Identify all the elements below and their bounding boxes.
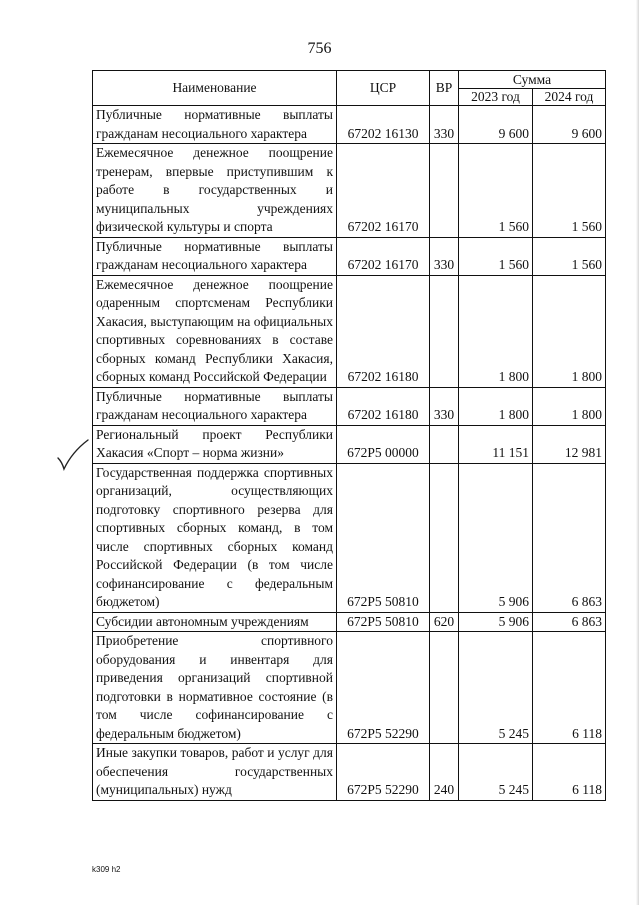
row-amount-2024: 6 118 xyxy=(533,744,606,801)
row-amount-2024: 12 981 xyxy=(533,425,606,463)
row-name: Ежемесячное денежное поощрение одаренным спортсменам Республики Хакасия, выступающим на официальных спортивных соревнованиях в составе сборных команд Республики Хакасия, сборных команд Российской Федерации xyxy=(93,275,337,387)
table-row xyxy=(93,387,606,425)
row-csr: 672Р5 52290 xyxy=(337,744,430,801)
row-name: Региональный проект Республики Хакасия «Спорт – норма жизни» xyxy=(93,425,337,463)
header-year-2023: 2023 год xyxy=(459,89,533,106)
row-vr xyxy=(430,425,459,463)
budget-table xyxy=(92,70,606,801)
table-row xyxy=(93,463,606,612)
row-csr: 67202 16170 xyxy=(337,144,430,238)
footer-code: k309 h2 xyxy=(92,865,121,874)
table-row xyxy=(93,106,606,144)
row-amount-2023: 5 245 xyxy=(459,632,533,744)
row-csr: 67202 16180 xyxy=(337,275,430,387)
row-amount-2023: 9 600 xyxy=(459,106,533,144)
row-vr xyxy=(430,275,459,387)
row-amount-2023: 1 560 xyxy=(459,144,533,238)
row-csr: 67202 16170 xyxy=(337,237,430,275)
header-csr: ЦСР xyxy=(337,71,430,106)
table-row xyxy=(93,144,606,238)
table-row xyxy=(93,237,606,275)
row-amount-2024: 1 800 xyxy=(533,275,606,387)
row-amount-2023: 5 906 xyxy=(459,463,533,612)
row-vr xyxy=(430,144,459,238)
row-amount-2023: 1 560 xyxy=(459,237,533,275)
row-name: Иные закупки товаров, работ и услуг для обеспечения государственных (муниципальных) нужд xyxy=(93,744,337,801)
row-vr: 620 xyxy=(430,612,459,632)
header-vr: ВР xyxy=(430,71,459,106)
row-amount-2023: 5 906 xyxy=(459,612,533,632)
row-csr: 672Р5 50810 xyxy=(337,463,430,612)
row-vr: 240 xyxy=(430,744,459,801)
row-amount-2024: 6 118 xyxy=(533,632,606,744)
header-year-2024: 2024 год xyxy=(533,89,606,106)
page-number: 756 xyxy=(307,40,332,57)
table-row xyxy=(93,632,606,744)
row-amount-2024: 1 560 xyxy=(533,144,606,238)
row-amount-2024: 6 863 xyxy=(533,463,606,612)
handwritten-checkmark-icon xyxy=(56,438,90,472)
row-name: Публичные нормативные выплаты гражданам несоциального характера xyxy=(93,237,337,275)
row-csr: 672Р5 00000 xyxy=(337,425,430,463)
row-amount-2024: 1 800 xyxy=(533,387,606,425)
row-amount-2024: 1 560 xyxy=(533,237,606,275)
row-vr xyxy=(430,632,459,744)
row-vr xyxy=(430,463,459,612)
row-csr: 67202 16180 xyxy=(337,387,430,425)
row-name: Публичные нормативные выплаты гражданам несоциального характера xyxy=(93,387,337,425)
table-row xyxy=(93,612,606,632)
row-amount-2024: 9 600 xyxy=(533,106,606,144)
row-vr: 330 xyxy=(430,106,459,144)
row-csr: 67202 16130 xyxy=(337,106,430,144)
header-sum: Сумма xyxy=(459,71,606,89)
row-name: Субсидии автономным учреждениям xyxy=(93,612,337,632)
header-name: Наименование xyxy=(93,71,337,106)
row-amount-2023: 1 800 xyxy=(459,275,533,387)
row-name: Публичные нормативные выплаты гражданам несоциального характера xyxy=(93,106,337,144)
table-row xyxy=(93,425,606,463)
row-csr: 672Р5 50810 xyxy=(337,612,430,632)
row-name: Государственная поддержка спортивных организаций, осуществляющих подготовку спортивного резерва для спортивных сборных команд, в том числе спортивных сборных команд Российской Федерации (в том числе софинансирование с федеральным бюджетом) xyxy=(93,463,337,612)
table-row xyxy=(93,275,606,387)
row-csr: 672Р5 52290 xyxy=(337,632,430,744)
row-vr: 330 xyxy=(430,387,459,425)
row-name: Приобретение спортивного оборудования и инвентаря для приведения организаций спортивной подготовки в нормативное состояние (в том числе софинансирование с федеральным бюджетом) xyxy=(93,632,337,744)
row-amount-2023: 5 245 xyxy=(459,744,533,801)
row-name: Ежемесячное денежное поощрение тренерам, впервые приступившим к работе в государственных и муниципальных учреждениях физической культуры и спорта xyxy=(93,144,337,238)
row-vr: 330 xyxy=(430,237,459,275)
row-amount-2023: 1 800 xyxy=(459,387,533,425)
row-amount-2024: 6 863 xyxy=(533,612,606,632)
table-row xyxy=(93,744,606,801)
row-amount-2023: 11 151 xyxy=(459,425,533,463)
